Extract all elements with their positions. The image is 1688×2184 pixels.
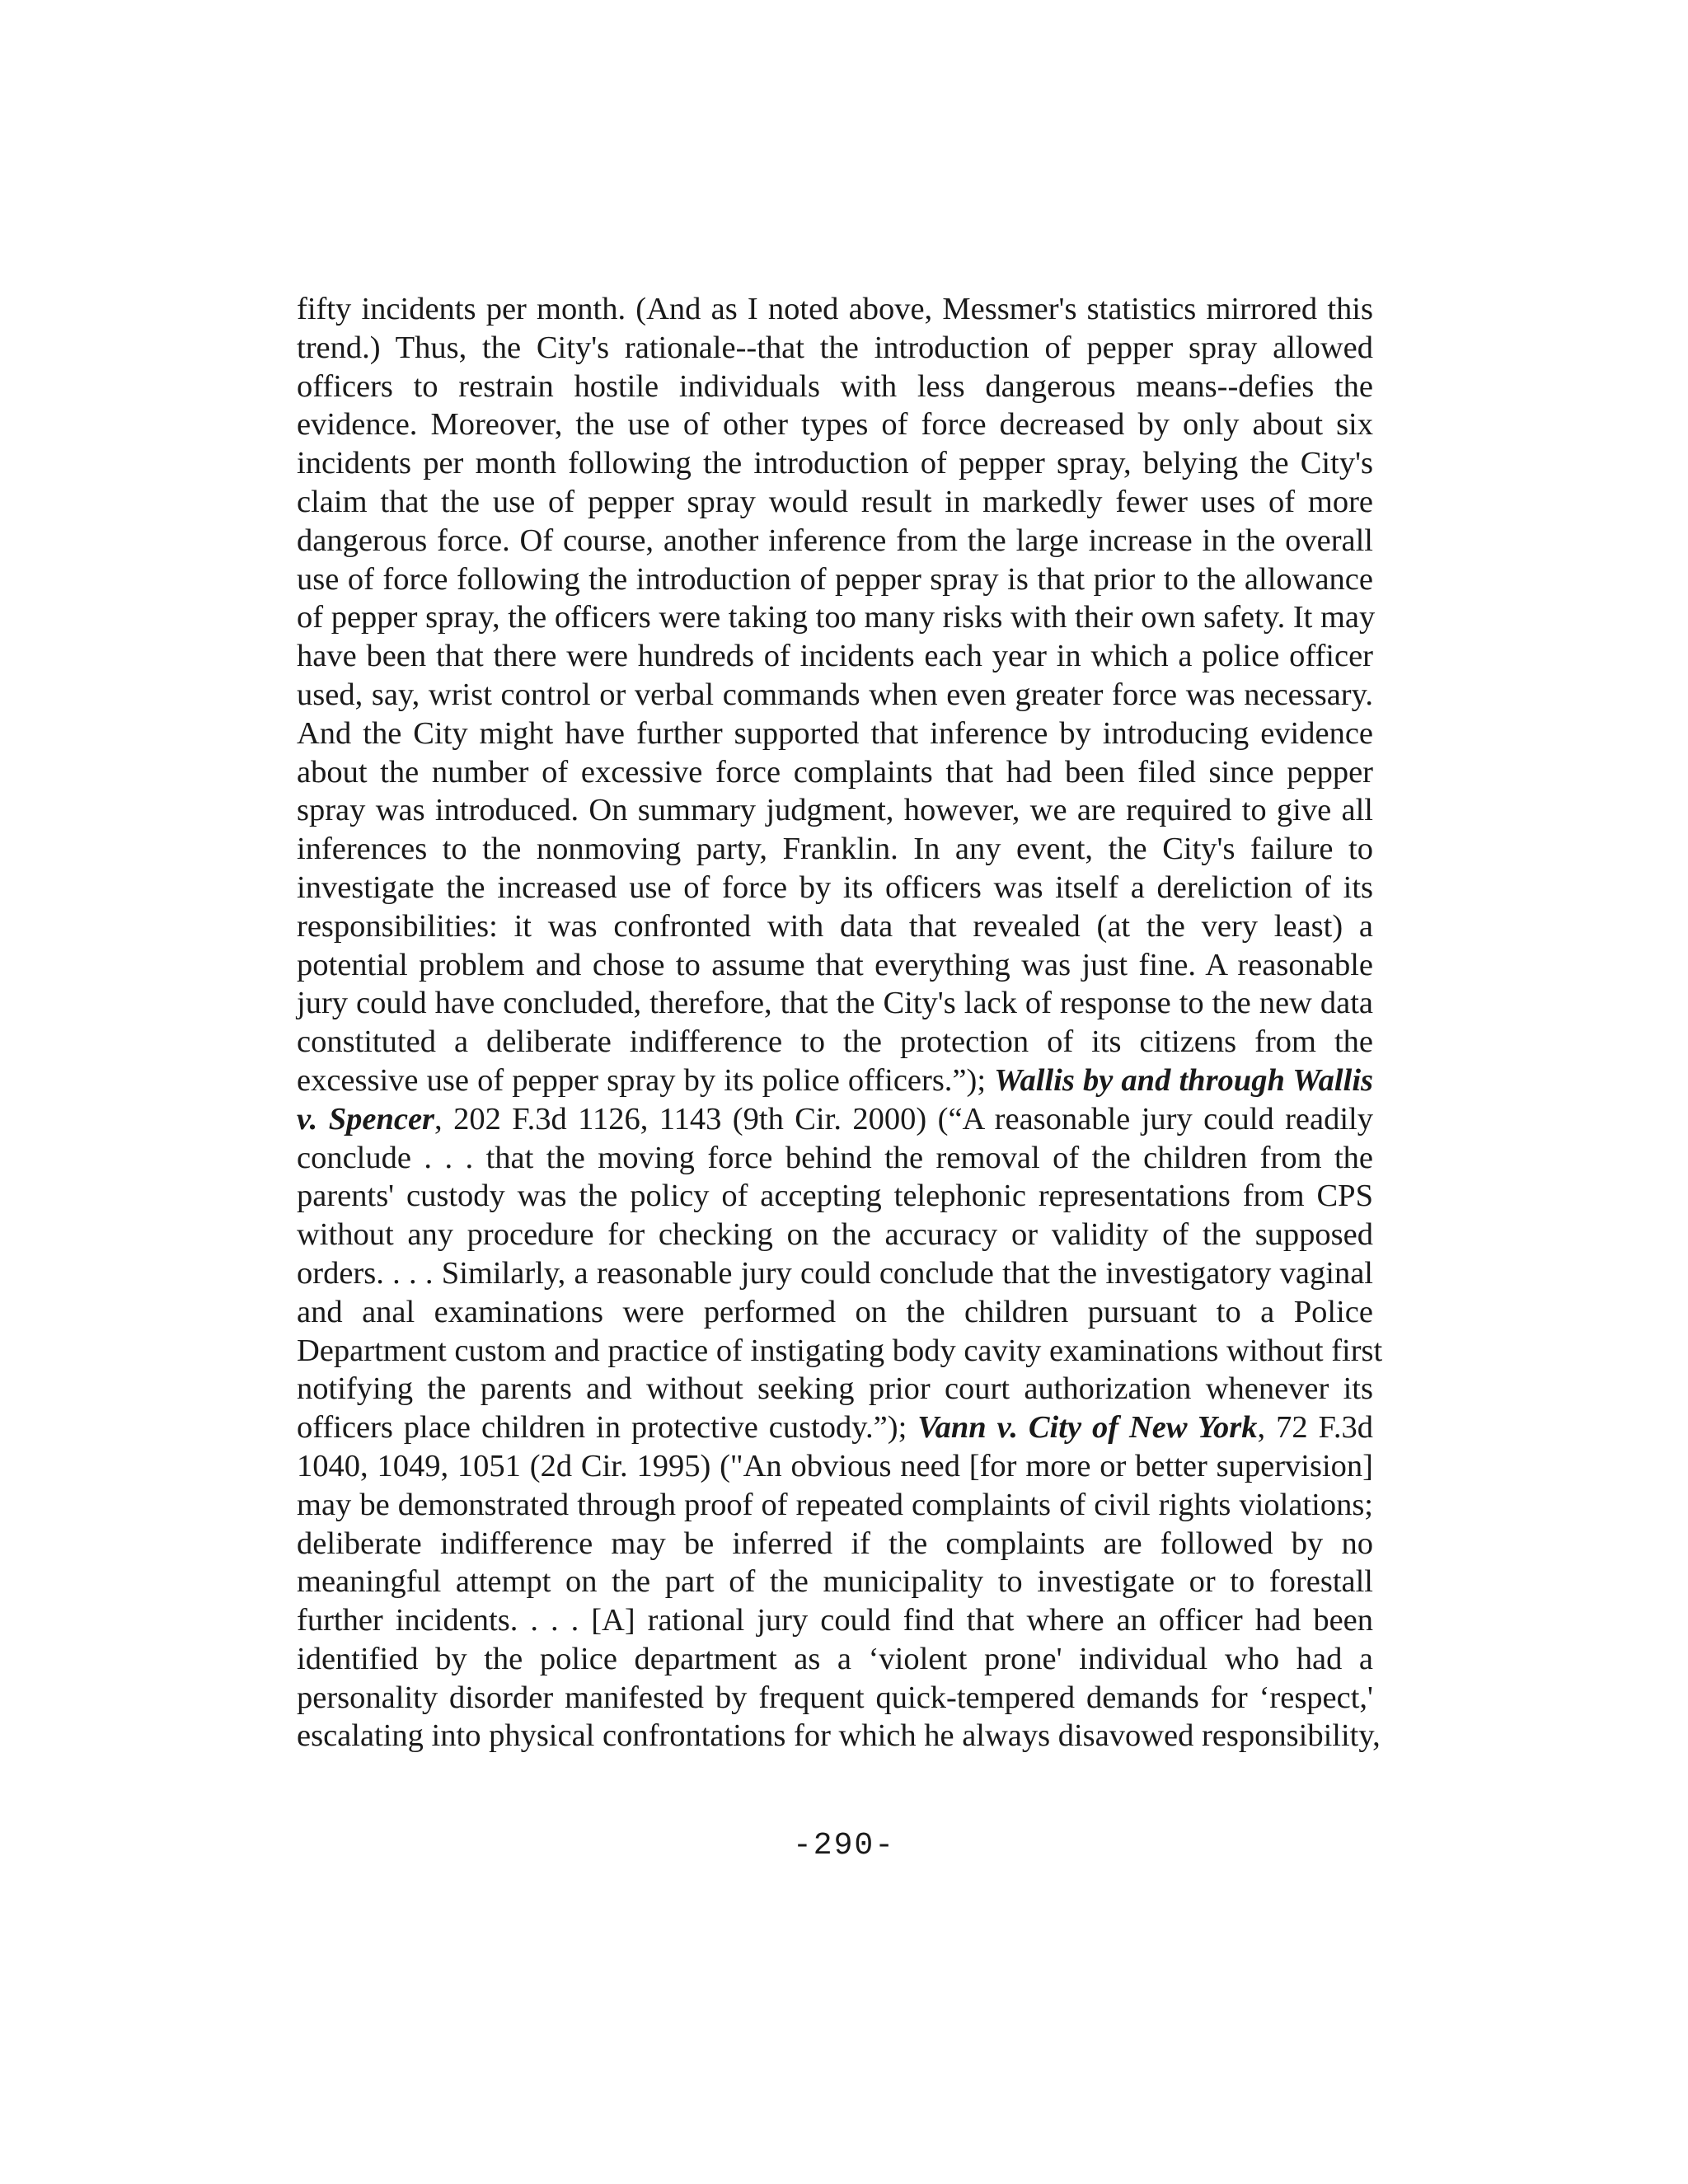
text-line: use of force following the introduction of pepper spray is that prior to the allowance [297, 561, 1373, 597]
text-line: evidence. Moreover, the use of other types of force decreased by only about six [297, 407, 1373, 443]
case-citation-vann: Vann v. City of New York [917, 1410, 1258, 1446]
text-line [297, 1408, 1373, 1447]
text-line: potential problem and chose to assume that everything was just fine. A reasonable [297, 947, 1373, 982]
text-line: And the City might have further supported that inference by introducing evidence [297, 715, 1373, 751]
text-line: notifying the parents and without seeking prior court authorization whenever its [297, 1371, 1373, 1407]
text-segment: excessive use of pepper spray by its police officers.”); [297, 1062, 995, 1098]
text-line: personality disorder manifested by frequent quick-tempered demands for ‘respect,' [297, 1680, 1373, 1715]
text-line: parents' custody was the policy of accepting telephonic representations from CPS [297, 1179, 1373, 1214]
text-line: fifty incidents per month. (And as I noted above, Messmer's statistics mirrored this [297, 292, 1373, 326]
text-line: and anal examinations were performed on the children pursuant to a Police [297, 1294, 1373, 1329]
page-number: -290- [792, 1828, 896, 1863]
case-citation-wallis-cont: v. Spencer [297, 1101, 435, 1137]
text-line: orders. . . . Similarly, a reasonable jury could conclude that the investigatory vaginal [297, 1255, 1373, 1291]
text-line: claim that the use of pepper spray would result in markedly fewer uses of more [297, 484, 1373, 519]
case-citation-wallis: Wallis by and through Wallis [994, 1062, 1373, 1098]
text-line: used, say, wrist control or verbal commands when even greater force was necessary. [297, 677, 1373, 712]
text-line: have been that there were hundreds of incidents each year in which a police officer [297, 639, 1373, 674]
text-line: spray was introduced. On summary judgment, however, we are required to give all [297, 793, 1373, 828]
text-line: responsibilities: it was confronted with data that revealed (at the very least) a [297, 908, 1373, 944]
text-line: of pepper spray, the officers were taking too many risks with their own safety. It may [297, 600, 1376, 635]
text-segment: , 202 F.3d 1126, 1143 (9th Cir. 2000) (“A reasonable jury could readily [434, 1101, 1374, 1137]
text-line: identified by the police department as a ‘violent prone' individual who had a [297, 1641, 1373, 1676]
text-line: without any procedure for checking on the accuracy or validity of the supposed [297, 1217, 1373, 1253]
text-line: dangerous force. Of course, another inference from the large increase in the overall [297, 523, 1373, 558]
body-text [297, 290, 1383, 1755]
text-line: conclude . . . that the moving force behind the removal of the children from the [297, 1140, 1373, 1175]
text-line: about the number of excessive force complaints that had been filed since pepper [297, 754, 1373, 790]
text-line: may be demonstrated through proof of repeated complaints of civil rights violations; [297, 1487, 1373, 1522]
text-line: jury could have concluded, therefore, that the City's lack of response to the new data [297, 986, 1373, 1021]
text-line: inferences to the nonmoving party, Franklin. In any event, the City's failure to [297, 832, 1373, 867]
text-line: deliberate indifference may be inferred if the complaints are followed by no [297, 1526, 1373, 1561]
text-line: incidents per month following the introduction of pepper spray, belying the City's [297, 446, 1373, 481]
text-segment: officers place children in protective custody.”); [297, 1410, 918, 1446]
text-line: 1040, 1049, 1051 (2d Cir. 1995) ("An obvious need [for more or better supervision] [297, 1448, 1373, 1483]
text-line: escalating into physical confrontations for which he always disavowed responsibility, [297, 1718, 1381, 1754]
text-line: officers to restrain hostile individuals with less dangerous means--defies the [297, 368, 1373, 404]
text-line: meaningful attempt on the part of the municipality to investigate or to forestall [297, 1564, 1373, 1600]
text-line: further incidents. . . . [A] rational jury could find that where an officer had been [297, 1603, 1373, 1638]
text-line [297, 1062, 1373, 1100]
text-line [297, 1100, 1373, 1139]
text-segment: , 72 F.3d [1257, 1410, 1374, 1446]
text-line: Department custom and practice of instigating body cavity examinations without first [297, 1333, 1383, 1368]
text-line: investigate the increased use of force by its officers was itself a dereliction of its [297, 869, 1373, 905]
text-line: trend.) Thus, the City's rationale--that the introduction of pepper spray allowed [297, 330, 1373, 365]
text-line: constituted a deliberate indifference to the protection of its citizens from the [297, 1024, 1373, 1060]
